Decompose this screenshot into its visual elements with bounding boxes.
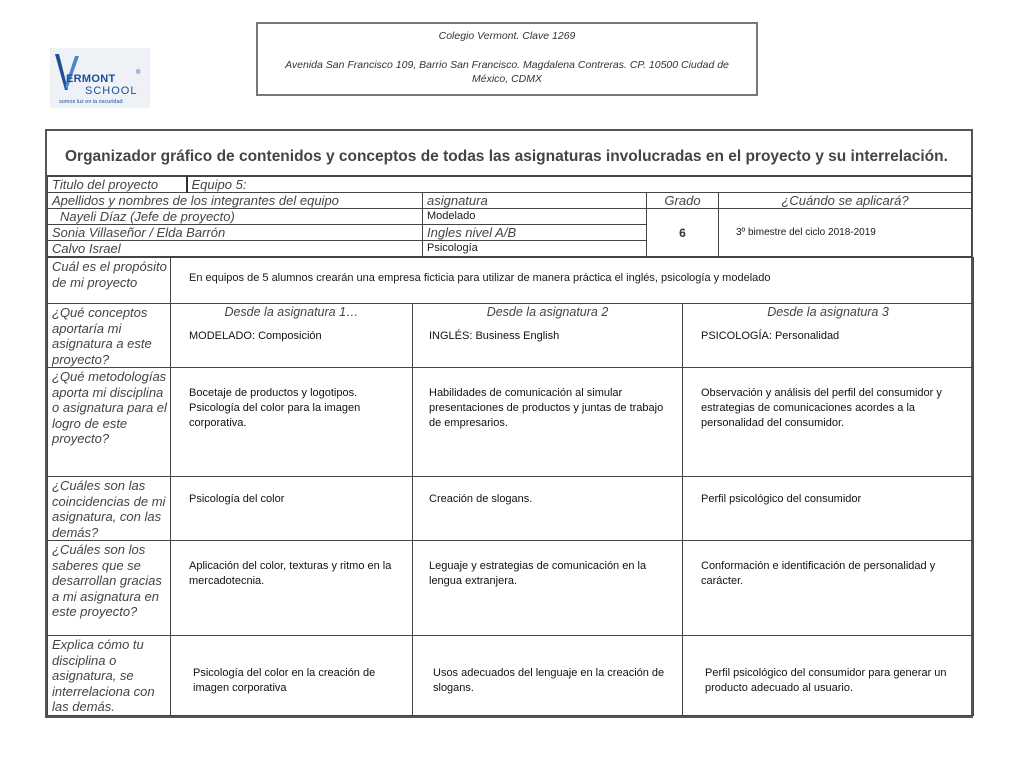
- row-question: ¿Qué metodologías aporta mi disciplina o asignatura para el logro de este proyecto?: [48, 368, 171, 477]
- cell-text: Habilidades de comunicación al simular presentaciones de productos y juntas de trabajo de empresarios.: [413, 368, 683, 477]
- school-logo: [50, 48, 150, 108]
- cell-text: Usos adecuados del lenguaje en la creación de slogans.: [413, 636, 683, 716]
- members-label: Apellidos y nombres de los integrantes del equipo: [48, 193, 423, 209]
- row-cell: [413, 304, 683, 368]
- cell-text: Bocetaje de productos y logotipos. Psicología del color para la imagen corporativa.: [171, 368, 413, 477]
- purpose-question: Cuál es el propósito de mi proyecto: [48, 258, 171, 304]
- grade-label: Grado: [647, 193, 719, 209]
- member-name: Sonia Villaseñor / Elda Barrón: [48, 225, 423, 241]
- logo-v-mark-icon: [53, 52, 83, 92]
- school-address: Avenida San Francisco 109, Barrio San Francisco. Magdalena Contreras. CP. 10500 Ciudad de México, CDMX: [285, 59, 729, 85]
- member-name: Calvo Israel: [48, 241, 423, 257]
- project-organizer-form: [45, 129, 973, 718]
- when-label: ¿Cuándo se aplicará?: [719, 193, 972, 209]
- row-cell: [683, 304, 974, 368]
- row-cell: [171, 304, 413, 368]
- logo-registered-mark: ®: [136, 70, 141, 76]
- logo-brand: ERMONT: [66, 73, 116, 85]
- purpose-answer: En equipos de 5 alumnos crearán una empresa ficticia para utilizar de manera práctica el inglés, psicología y modelado: [171, 258, 974, 304]
- cell-text: Psicología del color en la creación de imagen corporativa: [171, 636, 413, 716]
- logo-tagline: somos luz en la oscuridad: [59, 99, 123, 105]
- column-header: Desde la asignatura 1…: [224, 305, 359, 319]
- when-value: 3º bimestre del ciclo 2018-2019: [719, 209, 972, 257]
- form-title: Organizador gráfico de contenidos y conceptos de todas las asignaturas involucradas en el proyecto y su interrelación.: [47, 131, 971, 176]
- cell-text: PSICOLOGÍA: Personalidad: [701, 330, 840, 342]
- logo-brand-sub: SCHOOL: [85, 85, 138, 97]
- info-table: [47, 176, 972, 257]
- cell-text: Perfil psicológico del consumidor: [683, 477, 974, 541]
- column-header: Desde la asignatura 2: [486, 305, 609, 319]
- school-name: Colegio Vermont. Clave 1269: [438, 30, 576, 42]
- school-header: [256, 22, 758, 96]
- grade-value: 6: [647, 209, 719, 257]
- cell-text: MODELADO: Composición: [189, 330, 322, 342]
- member-name: Nayeli Díaz (Jefe de proyecto): [48, 209, 423, 225]
- member-subject: Ingles nivel A/B: [423, 225, 647, 241]
- column-header: Desde la asignatura 3: [767, 305, 889, 319]
- team-label: Equipo 5:: [187, 177, 972, 193]
- cell-text: INGLÉS: Business English: [429, 330, 560, 342]
- cell-text: Creación de slogans.: [413, 477, 683, 541]
- member-subject: Modelado: [423, 209, 647, 225]
- cell-text: Aplicación del color, texturas y ritmo en la mercadotecnia.: [171, 541, 413, 636]
- row-question: ¿Cuáles son los saberes que se desarrollan gracias a mi asignatura en este proyecto?: [48, 541, 171, 636]
- cell-text: Observación y análisis del perfil del consumidor y estrategias de comunicaciones acordes a la personalidad del consumidor.: [683, 368, 974, 477]
- cell-text: Conformación e identificación de personalidad y carácter.: [683, 541, 974, 636]
- member-subject: Psicología: [423, 241, 647, 257]
- row-question: Explica cómo tu disciplina o asignatura, se interrelaciona con las demás.: [48, 636, 171, 716]
- row-question: ¿Qué conceptos aportaría mi asignatura a este proyecto?: [48, 304, 171, 368]
- cell-text: Leguaje y estrategias de comunicación en la lengua extranjera.: [413, 541, 683, 636]
- cell-text: Psicología del color: [171, 477, 413, 541]
- subject-label: asignatura: [423, 193, 647, 209]
- row-question: ¿Cuáles son las coincidencias de mi asignatura, con las demás?: [48, 477, 171, 541]
- project-title-label: Titulo del proyecto: [48, 177, 187, 193]
- content-table: [47, 257, 974, 716]
- cell-text: Perfil psicológico del consumidor para generar un producto adecuado al usuario.: [683, 636, 974, 716]
